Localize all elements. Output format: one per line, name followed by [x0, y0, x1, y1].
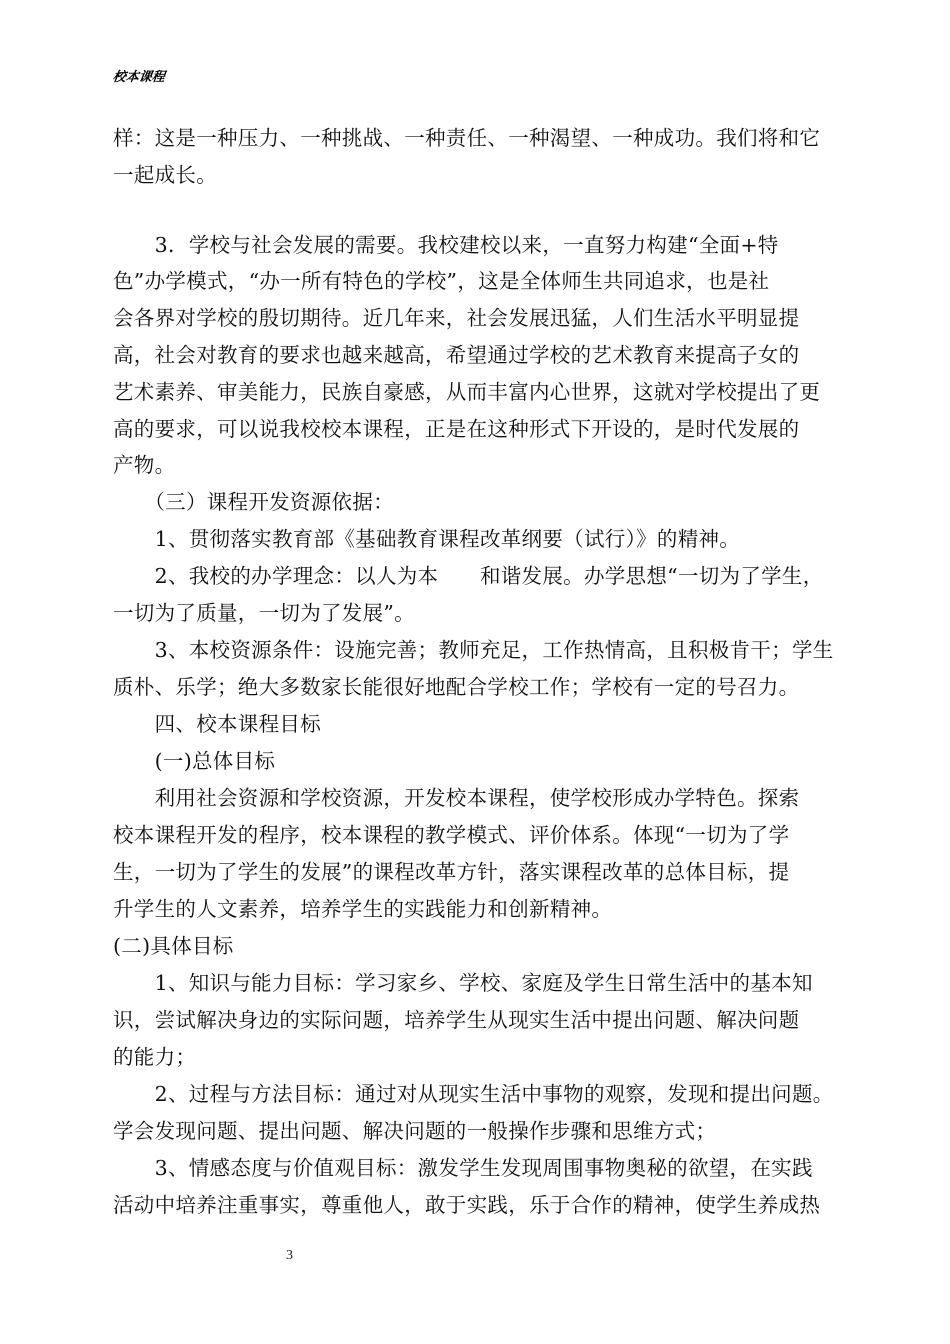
section-heading: （三）课程开发资源依据： — [113, 490, 394, 514]
text-line: 生，一切为了学生的发展”的课程改革方针，落实课程改革的总体目标，提 — [113, 860, 790, 884]
text-line: 产物。 — [113, 453, 176, 477]
text-line: 一切为了质量，一切为了发展”。 — [113, 601, 415, 625]
text-line: 识，尝试解决身边的实际问题，培养学生从现实生活中提出问题、解决问题 — [113, 1008, 800, 1032]
text-line: 一起成长。 — [113, 163, 217, 187]
text-line: 升学生的人文素养，培养学生的实践能力和创新精神。 — [113, 897, 613, 921]
text-line: 活动中培养注重事实，尊重他人，敢于实践，乐于合作的精神，使学生养成热 — [113, 1193, 821, 1217]
page-number: 3 — [286, 1248, 293, 1263]
text-line: 高，社会对教育的要求也越来越高，希望通过学校的艺术教育来提高子女的 — [113, 343, 800, 367]
text-line: 3、本校资源条件：设施完善；教师充足，工作热情高，且积极肯干；学生 — [113, 638, 834, 662]
text-line: 2、过程与方法目标：通过对从现实生活中事物的观察，发现和提出问题。 — [113, 1082, 834, 1106]
text-line: 样：这是一种压力、一种挑战、一种责任、一种渴望、一种成功。我们将和它 — [113, 126, 821, 150]
text-line: 色”办学模式，“办一所有特色的学校”，这是全体师生共同追求，也是社 — [113, 269, 770, 293]
text-line: 高的要求，可以说我校校本课程，正是在这种形式下开设的，是时代发展的 — [113, 417, 800, 441]
text-line: 质朴、乐学；绝大多数家长能很好地配合学校工作；学校有一定的号召力。 — [113, 675, 800, 699]
section-heading: (一)总体目标 — [113, 749, 276, 773]
text-line: 1、贯彻落实教育部《基础教育课程改革纲要（试行）》的精神。 — [113, 527, 741, 551]
section-heading: (二)具体目标 — [113, 934, 234, 958]
text-line: 1、知识与能力目标：学习家乡、学校、家庭及学生日常生活中的基本知 — [113, 971, 813, 995]
text-line: 3、情感态度与价值观目标：激发学生发现周围事物奥秘的欲望，在实践 — [113, 1156, 813, 1180]
text-line: 2、我校的办学理念：以人为本 和谐发展。办学思想“一切为了学生， — [113, 564, 824, 588]
text-line: 校本课程开发的程序，校本课程的教学模式、评价体系。体现“一切为了学 — [113, 823, 790, 847]
section-heading: 四、校本课程目标 — [113, 712, 321, 736]
text-line: 会各界对学校的殷切期待。近几年来，社会发展迅猛，人们生活水平明显提 — [113, 306, 800, 330]
text-line: 3．学校与社会发展的需要。我校建校以来，一直努力构建“全面+特 — [113, 233, 779, 257]
text-line: 利用社会资源和学校资源，开发校本课程，使学校形成办学特色。探索 — [113, 786, 800, 810]
header-logo: 校本课程 — [111, 70, 166, 85]
text-line: 的能力； — [113, 1045, 197, 1069]
text-line: 艺术素养、审美能力，民族自豪感，从而丰富内心世界，这就对学校提出了更 — [113, 380, 821, 404]
text-line: 学会发现问题、提出问题、解决问题的一般操作步骤和思维方式； — [113, 1119, 717, 1143]
